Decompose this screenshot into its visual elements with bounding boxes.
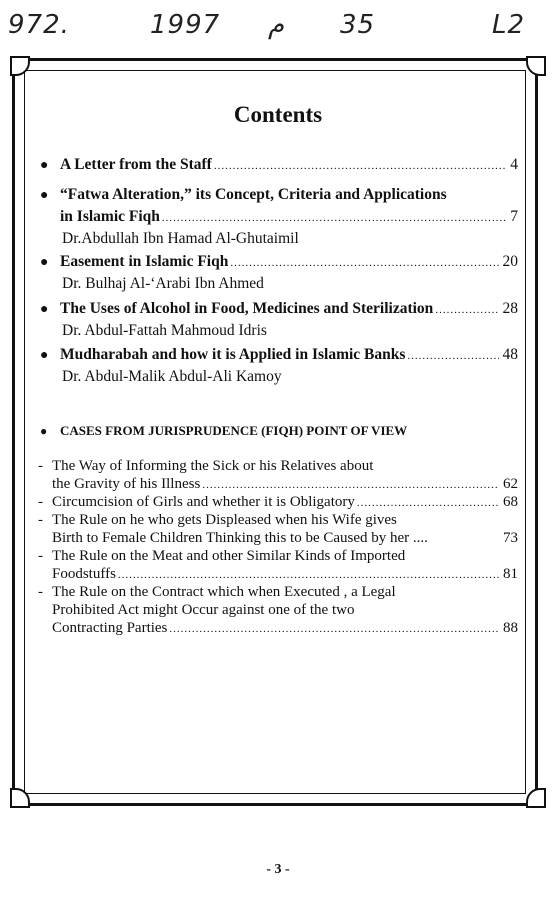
leader-dots bbox=[162, 212, 506, 224]
bullet-icon: ● bbox=[40, 188, 49, 203]
case-entry-line bbox=[38, 512, 518, 529]
bullet-icon: ● bbox=[40, 302, 49, 317]
case-page: 81 bbox=[503, 566, 518, 582]
case-page: 62 bbox=[503, 476, 518, 492]
toc-entry-page: 4 bbox=[510, 156, 518, 173]
bullet-icon: ● bbox=[40, 158, 49, 173]
case-title: the Gravity of his Illness bbox=[52, 476, 201, 492]
toc-entry-author: Dr. Bulhaj Al-‘Arabi Ibn Ahmed bbox=[62, 275, 264, 292]
toc-entry-page: 7 bbox=[510, 208, 518, 225]
case-entry[interactable] bbox=[52, 620, 518, 637]
toc-entry[interactable] bbox=[40, 300, 518, 318]
toc-entry-title: The Uses of Alcohol in Food, Medicines and Sterilization bbox=[60, 300, 434, 317]
case-page: 88 bbox=[503, 620, 518, 636]
bullet-icon: ● bbox=[40, 348, 49, 363]
case-entry-line bbox=[38, 548, 518, 565]
bullet-icon: ● bbox=[40, 255, 49, 270]
case-page: 68 bbox=[503, 494, 518, 510]
toc-entry[interactable] bbox=[40, 253, 518, 271]
leader-dots bbox=[118, 569, 499, 581]
leader-dots bbox=[357, 497, 499, 509]
toc-entry-line[interactable] bbox=[40, 186, 518, 204]
case-title: The Way of Informing the Sick or his Relatives about bbox=[52, 458, 374, 474]
case-title: Prohibited Act might Occur against one of the two bbox=[52, 602, 355, 618]
case-page: 73 bbox=[503, 530, 518, 546]
page-title: Contents bbox=[233, 102, 323, 127]
leader-dots bbox=[202, 479, 499, 491]
case-entry[interactable] bbox=[38, 494, 518, 511]
leader-dots bbox=[214, 160, 506, 172]
case-title: The Rule on the Contract which when Executed , a Legal bbox=[52, 584, 396, 600]
toc-entry[interactable] bbox=[40, 208, 518, 226]
case-entry-line bbox=[38, 584, 518, 601]
dash-marker: - bbox=[38, 512, 43, 528]
toc-entry[interactable] bbox=[40, 346, 518, 364]
case-entry-line bbox=[38, 458, 518, 475]
dash-marker: - bbox=[38, 548, 43, 564]
case-title: Circumcision of Girls and whether it is Obligatory bbox=[52, 494, 355, 510]
handwritten-mark: م bbox=[268, 10, 285, 40]
case-title: Birth to Female Children Thinking this to be Caused by her .... bbox=[52, 530, 428, 546]
bullet-icon: ● bbox=[40, 424, 48, 438]
toc-entry-title: Easement in Islamic Fiqh bbox=[60, 253, 229, 270]
toc-entry-title: “Fatwa Alteration,” its Concept, Criteria and Applications bbox=[60, 186, 447, 203]
dash-marker: - bbox=[38, 458, 43, 474]
leader-dots bbox=[230, 257, 498, 269]
dash-marker: - bbox=[38, 584, 43, 600]
handwritten-number: 972. bbox=[8, 10, 70, 40]
toc-entry-page: 48 bbox=[502, 346, 518, 363]
toc-entry[interactable] bbox=[40, 156, 518, 174]
case-title: Foodstuffs bbox=[52, 566, 116, 582]
toc-entry-title: in Islamic Fiqh bbox=[60, 208, 160, 225]
case-title: The Rule on the Meat and other Similar Kinds of Imported bbox=[52, 548, 406, 564]
toc-entry-author: Dr. Abdul-Fattah Mahmoud Idris bbox=[62, 322, 267, 339]
case-entry[interactable] bbox=[52, 476, 518, 493]
dash-marker: - bbox=[38, 494, 43, 510]
toc-entry-page: 20 bbox=[502, 253, 518, 270]
cases-heading: ● CASES FROM JURISPRUDENCE (FIQH) POINT OF VIEW bbox=[40, 423, 408, 438]
toc-entry-title: Mudharabah and how it is Applied in Islamic Banks bbox=[60, 346, 406, 363]
case-entry[interactable] bbox=[52, 530, 518, 547]
handwritten-code: L2 bbox=[492, 10, 526, 40]
toc-entry-page: 28 bbox=[502, 300, 518, 317]
leader-dots bbox=[435, 304, 498, 316]
toc-entry-author: Dr. Abdul-Malik Abdul-Ali Kamoy bbox=[62, 368, 282, 385]
handwritten-year: 1997 bbox=[150, 10, 221, 40]
page-number: - 3 - bbox=[266, 862, 290, 877]
case-title: Contracting Parties bbox=[52, 620, 168, 636]
case-entry[interactable] bbox=[52, 566, 518, 583]
toc-entry-title: A Letter from the Staff bbox=[60, 156, 212, 173]
case-title: The Rule on he who gets Displeased when his Wife gives bbox=[52, 512, 397, 528]
leader-dots bbox=[407, 350, 498, 362]
handwritten-issue: 35 bbox=[340, 10, 376, 40]
leader-dots bbox=[169, 623, 499, 635]
toc-entry-author: Dr.Abdullah Ibn Hamad Al-Ghutaimil bbox=[62, 230, 299, 247]
